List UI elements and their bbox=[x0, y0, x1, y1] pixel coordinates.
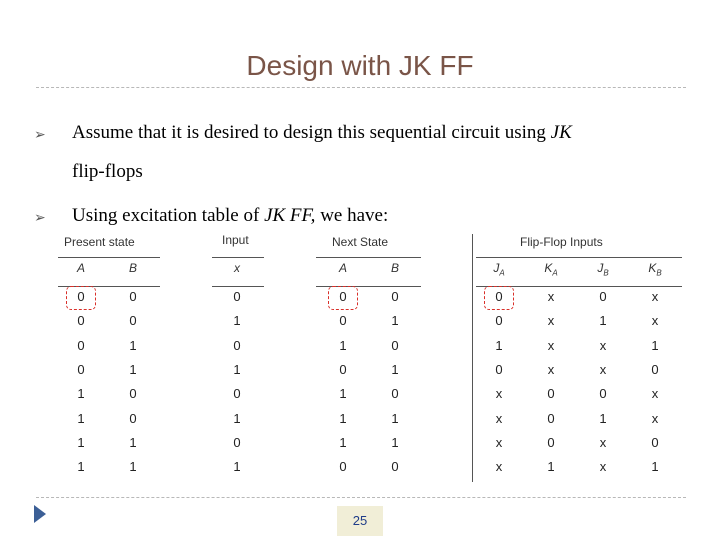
table-cell: 0 bbox=[233, 289, 241, 304]
table-cell: 1 bbox=[599, 410, 607, 426]
table-cell: 0 bbox=[77, 289, 85, 304]
table-cell: 1 bbox=[391, 410, 399, 426]
table-cell: 0 bbox=[547, 386, 555, 402]
table-cell: x bbox=[651, 289, 659, 304]
table-cell: 1 bbox=[77, 386, 85, 402]
table-cell: 0 bbox=[339, 459, 347, 475]
table-cell: 0 bbox=[495, 289, 503, 304]
table-cell: 1 bbox=[129, 361, 137, 377]
table-cell: 0 bbox=[77, 313, 85, 329]
arrow-bullet-icon: ➢ bbox=[34, 127, 46, 143]
column-header: A bbox=[338, 261, 347, 275]
column-header: A bbox=[76, 261, 85, 275]
column-header: x bbox=[234, 261, 240, 275]
table-cell: x bbox=[495, 434, 503, 450]
table-cell: 1 bbox=[547, 459, 555, 475]
table-cell: 1 bbox=[233, 313, 241, 329]
header-divider bbox=[212, 286, 264, 287]
group-header-flip-flop-inputs: Flip-Flop Inputs bbox=[520, 235, 603, 249]
table-cell: 1 bbox=[339, 386, 347, 402]
page-number: 25 bbox=[337, 506, 383, 536]
table-cell: 0 bbox=[495, 313, 503, 329]
group-underline bbox=[476, 257, 682, 258]
group-underline bbox=[58, 257, 160, 258]
table-cell: 0 bbox=[547, 410, 555, 426]
table-cell: x bbox=[495, 459, 503, 475]
table-cell: 1 bbox=[651, 337, 659, 353]
table-cell: 1 bbox=[495, 337, 503, 353]
table-cell: x bbox=[651, 386, 659, 402]
table-cell: 0 bbox=[339, 361, 347, 377]
table-cell: x bbox=[547, 313, 555, 329]
table-cell: 1 bbox=[233, 361, 241, 377]
group-header-next-state: Next State bbox=[332, 235, 389, 249]
table-cell: x bbox=[547, 361, 555, 377]
table-cell: 1 bbox=[77, 459, 85, 475]
table-cell: 0 bbox=[599, 386, 607, 402]
slide-title: Design with JK FF bbox=[246, 50, 474, 81]
table-cell: 0 bbox=[129, 410, 137, 426]
highlight-circle bbox=[328, 286, 358, 310]
table-cell: 1 bbox=[391, 313, 399, 329]
table-cell: 1 bbox=[129, 434, 137, 450]
table-cell: x bbox=[495, 386, 503, 402]
bullet-1: Assume that it is desired to design this sequential circuit using JK bbox=[72, 122, 572, 143]
table-cell: 0 bbox=[339, 313, 347, 329]
table-cell: 1 bbox=[233, 410, 241, 426]
column-header: $J_A$ bbox=[493, 261, 505, 278]
table-cell: 0 bbox=[129, 386, 137, 402]
column-header: $J_B$ bbox=[597, 261, 609, 278]
group-header-present-state: Present state bbox=[64, 235, 135, 249]
table-cell: x bbox=[547, 337, 555, 353]
table-cell: 0 bbox=[651, 361, 659, 377]
play-arrow-icon[interactable] bbox=[34, 505, 46, 523]
table-cell: 0 bbox=[495, 361, 503, 377]
group-underline bbox=[212, 257, 264, 258]
table-cell: 1 bbox=[129, 459, 137, 475]
table-cell: 1 bbox=[129, 337, 137, 353]
table-cell: 0 bbox=[233, 386, 241, 402]
table-cell: 1 bbox=[77, 434, 85, 450]
group-header-input: Input bbox=[222, 233, 249, 247]
table-cell: 0 bbox=[547, 434, 555, 450]
table-cell: x bbox=[651, 313, 659, 329]
table-cell: 0 bbox=[233, 337, 241, 353]
table-cell: x bbox=[599, 434, 607, 450]
table-cell: 0 bbox=[391, 289, 399, 304]
table-cell: x bbox=[599, 337, 607, 353]
table-cell: 1 bbox=[339, 410, 347, 426]
column-header: $K_B$ bbox=[648, 261, 662, 278]
arrow-bullet-icon: ➢ bbox=[34, 210, 46, 226]
table-cell: 0 bbox=[77, 337, 85, 353]
table-cell: 1 bbox=[339, 337, 347, 353]
column-header: $K_A$ bbox=[544, 261, 558, 278]
footer-divider bbox=[36, 497, 686, 498]
table-cell: 0 bbox=[391, 459, 399, 475]
table-cell: 0 bbox=[599, 289, 607, 304]
bullet-2: Using excitation table of JK FF, we have: bbox=[72, 205, 389, 226]
table-cell: x bbox=[599, 361, 607, 377]
table-cell: 0 bbox=[339, 289, 347, 304]
highlight-circle bbox=[66, 286, 96, 310]
table-cell: 1 bbox=[233, 459, 241, 475]
table-cell: 0 bbox=[391, 337, 399, 353]
table-cell: x bbox=[495, 410, 503, 426]
highlight-circle bbox=[484, 286, 514, 310]
table-cell: 1 bbox=[391, 434, 399, 450]
group-underline bbox=[316, 257, 421, 258]
table-cell: x bbox=[547, 289, 555, 304]
table-cell: 0 bbox=[77, 361, 85, 377]
table-cell: 0 bbox=[651, 434, 659, 450]
table-cell: 0 bbox=[129, 289, 137, 304]
table-cell: 0 bbox=[233, 434, 241, 450]
column-header: B bbox=[128, 261, 137, 275]
column-header: B bbox=[390, 261, 399, 275]
table-cell: 1 bbox=[77, 410, 85, 426]
table-cell: 0 bbox=[391, 386, 399, 402]
title-divider bbox=[36, 87, 686, 88]
table-cell: 1 bbox=[391, 361, 399, 377]
column-separator bbox=[472, 234, 473, 482]
table-cell: 1 bbox=[599, 313, 607, 329]
table-cell: x bbox=[599, 459, 607, 475]
table-cell: 1 bbox=[651, 459, 659, 475]
table-cell: 1 bbox=[339, 434, 347, 450]
table-cell: x bbox=[651, 410, 659, 426]
bullet-1-line2: flip-flops bbox=[72, 161, 143, 182]
table-cell: 0 bbox=[129, 313, 137, 329]
